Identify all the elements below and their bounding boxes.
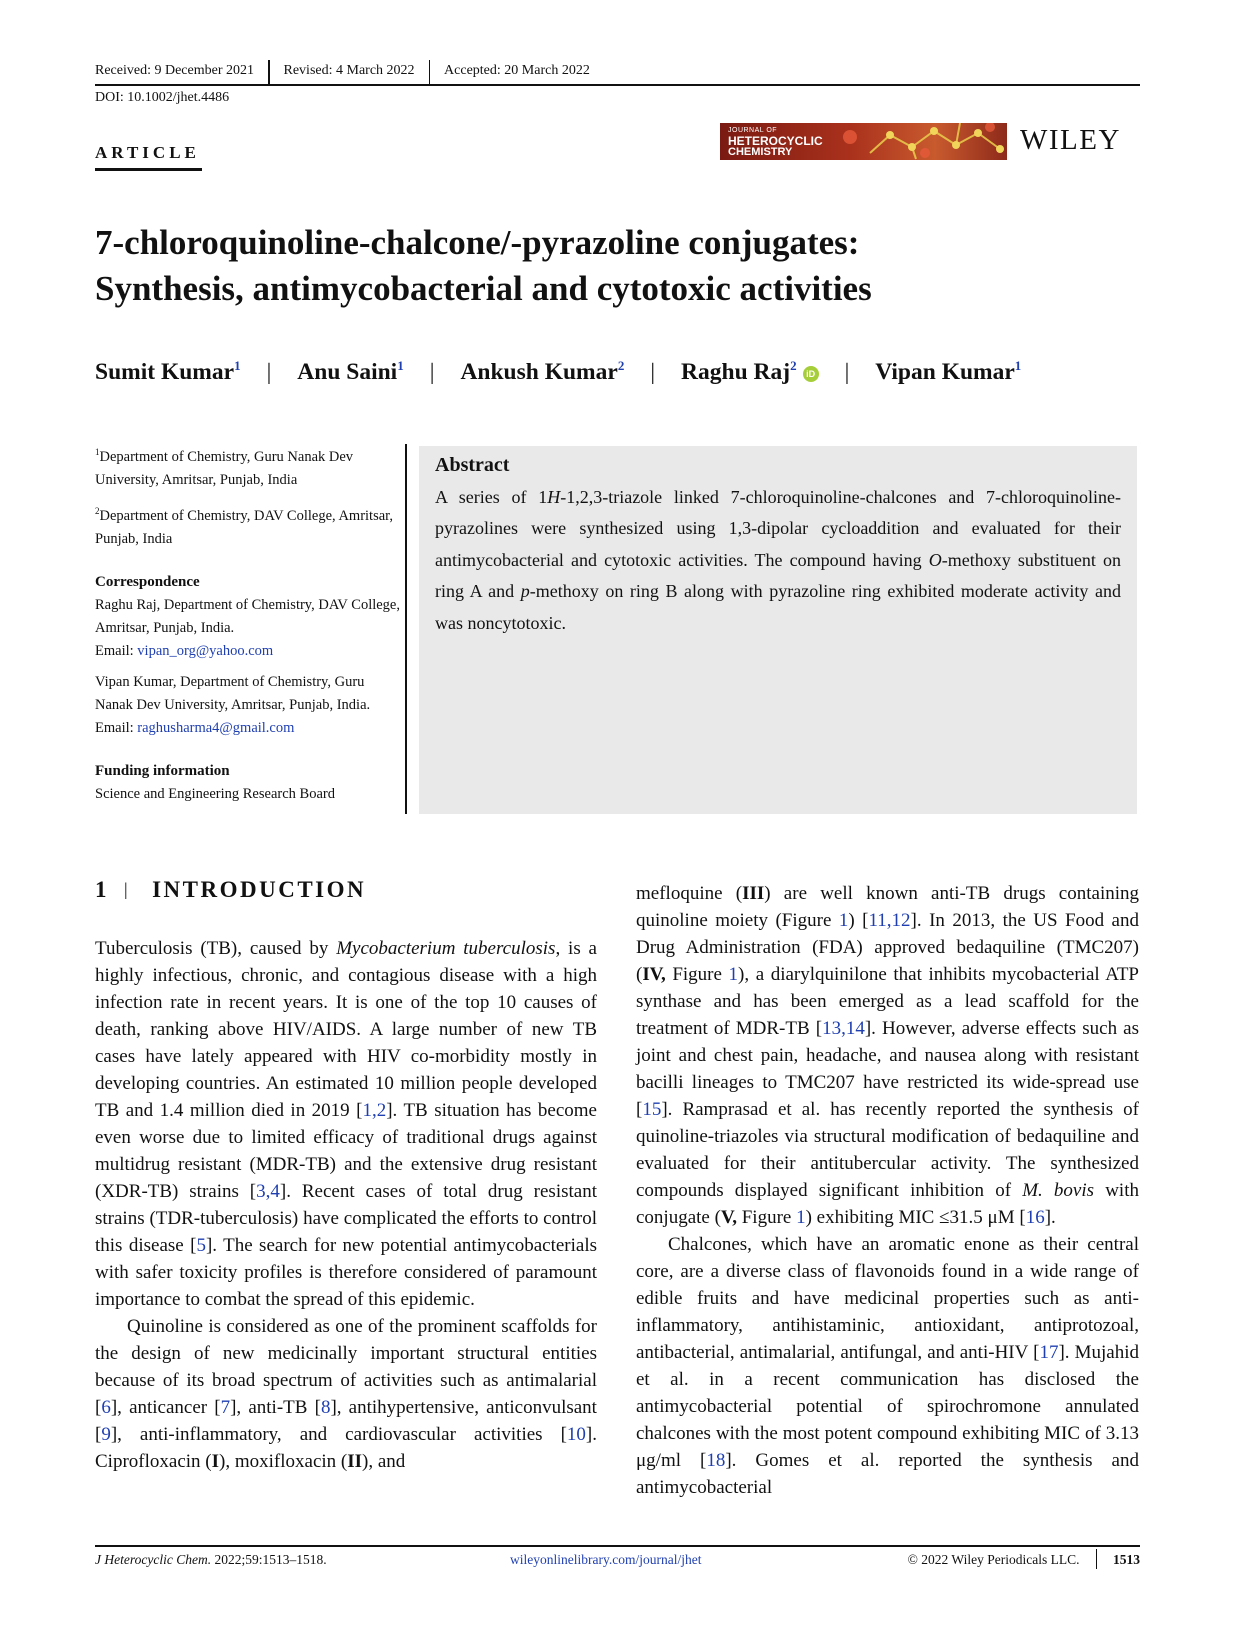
reference-link[interactable]: 8 bbox=[320, 1397, 331, 1418]
text-run: Chalcones, which have an aromatic enone as their central core, are a diverse class of flavonoids found in a wide range of edible fruits and have medicinal properties such as anti-inflammatory, antihistaminic, antioxidant, antiprotozoal, antibacterial, antimalarial, antifungal, and anti-HIV [ bbox=[636, 1234, 1139, 1363]
divider: | bbox=[266, 358, 272, 385]
bold-text: V, bbox=[720, 1207, 737, 1228]
text-run: ) are well known anti-TB drugs containing quinoline moiety (Figure bbox=[636, 883, 1139, 931]
reference-link[interactable]: 7 bbox=[220, 1397, 231, 1418]
author[interactable]: Ankush Kumar$^2$ bbox=[460, 358, 625, 385]
text-run: mefloquine ( bbox=[636, 883, 743, 904]
body-column-left bbox=[95, 935, 597, 1475]
author-list bbox=[95, 358, 1021, 386]
title-line-1: 7-chloroquinoline-chalcone/-pyrazoline conjugates: bbox=[95, 223, 860, 262]
footer-rule bbox=[95, 1545, 1140, 1547]
author[interactable]: Anu Saini$^1$ bbox=[297, 358, 404, 385]
sidebar-divider bbox=[405, 444, 407, 814]
body-column-right bbox=[636, 880, 1139, 1501]
funding-text: Science and Engineering Research Board bbox=[95, 785, 335, 802]
article-type-label: ARTICLE bbox=[95, 143, 200, 162]
publication-dates bbox=[95, 60, 1140, 86]
italic-text: M. bovis bbox=[1022, 1180, 1095, 1201]
correspondence-entry: Raghu Raj, Department of Chemistry, DAV College, Amritsar, Punjab, India. Email: vipan_org@yahoo.com bbox=[95, 596, 400, 659]
text-run: ], anticancer [ bbox=[110, 1397, 221, 1418]
email-link[interactable]: raghusharma4@gmail.com bbox=[137, 719, 295, 736]
text-run: with conjugate ( bbox=[636, 1180, 1139, 1228]
doi: DOI: 10.1002/jhet.4486 bbox=[95, 90, 230, 105]
paragraph bbox=[95, 935, 597, 1313]
text-run: ]. However, adverse effects such as joint and chest pain, headache, and nausea along with resistant bacilli lineages to TMC207 have restricted its wide-spread use [ bbox=[636, 1018, 1139, 1120]
text-run: Tuberculosis (TB), caused by bbox=[95, 938, 337, 959]
text-run: ) exhibiting MIC ≤31.5 μM [ bbox=[805, 1207, 1026, 1228]
abstract-text: A series of 1H-1,2,3-triazole linked 7-chloroquinoline-chalcones and 7-chloroquinoline-pyrazolines were synthesized using 1,3-dipolar cycloaddition and evaluated for their antimycobacterial and cytotoxic activities. The compound having O-methoxy substituent on ring A and p-methoxy on ring B along with pyrazoline ring exhibited moderate activity and was noncytotoxic. bbox=[435, 487, 1122, 633]
text-run: ], antihypertensive, anticonvulsant [ bbox=[95, 1397, 597, 1445]
author[interactable]: Vipan Kumar$^1$ bbox=[875, 358, 1022, 385]
bold-text: IV, bbox=[642, 964, 666, 985]
bold-text: I bbox=[211, 1451, 220, 1472]
reference-link[interactable]: 17 bbox=[1039, 1342, 1059, 1363]
text-run: ]. bbox=[1044, 1207, 1056, 1228]
reference-link[interactable]: 1 bbox=[728, 964, 739, 985]
affiliation: $^1$Department of Chemistry, Guru Nanak Dev University, Amritsar, Punjab, India bbox=[95, 447, 354, 488]
divider: | bbox=[650, 358, 656, 385]
journal-logo[interactable] bbox=[720, 123, 1007, 160]
abstract-box bbox=[419, 446, 1137, 814]
divider bbox=[1096, 1549, 1098, 1569]
abstract-heading: Abstract bbox=[435, 454, 510, 476]
text-run: ]. Ciprofloxacin ( bbox=[95, 1424, 597, 1472]
correspondence-entry: Vipan Kumar, Department of Chemistry, Guru Nanak Dev University, Amritsar, Punjab, India. Email: raghusharma4@gmail.com bbox=[95, 673, 371, 736]
text-run: ]. Recent cases of total drug resistant strains (TDR-tuberculosis) have complicated the efforts to control this disease [ bbox=[95, 1181, 597, 1256]
article-label-underline bbox=[95, 168, 202, 171]
reference-link[interactable]: 13,14 bbox=[822, 1018, 865, 1039]
received-date: Received: 9 December 2021 bbox=[95, 63, 254, 78]
bold-text: III bbox=[742, 883, 765, 904]
revised-date: Revised: 4 March 2022 bbox=[283, 63, 415, 78]
text-run: ) [ bbox=[848, 910, 869, 931]
section-heading: 1 | INTRODUCTION bbox=[95, 877, 367, 902]
reference-link[interactable]: 1 bbox=[796, 1207, 806, 1228]
text-run: Figure bbox=[665, 964, 729, 985]
text-run: ), and bbox=[362, 1451, 406, 1472]
article-title bbox=[95, 220, 1145, 312]
text-run: ]. Gomes et al. reported the synthesis and antimycobacterial bbox=[636, 1450, 1139, 1498]
reference-link[interactable]: 16 bbox=[1025, 1207, 1045, 1228]
journal-logo-line1: JOURNAL OF bbox=[728, 127, 778, 134]
reference-link[interactable]: 1 bbox=[838, 910, 849, 931]
paragraph bbox=[636, 1231, 1139, 1501]
text-run: ]. Ramprasad et al. has recently reported the synthesis of quinoline-triazoles via structural modification of bedaquiline and evaluated for their antitubercular activity. The synthesized compounds displayed significant inhibition of bbox=[636, 1099, 1139, 1201]
reference-link[interactable]: 1,2 bbox=[362, 1100, 387, 1121]
journal-logo-line3: CHEMISTRY bbox=[728, 146, 793, 158]
journal-logo-line2: HETEROCYCLIC bbox=[728, 134, 823, 148]
reference-link[interactable]: 5 bbox=[196, 1235, 206, 1256]
orcid-icon[interactable]: iD bbox=[803, 366, 819, 382]
text-run: ), a diarylquinilone that inhibits mycobacterial ATP synthase and has been emerged as a lead scaffold for the treatment of MDR-TB [ bbox=[636, 964, 1139, 1039]
text-run: ], anti-inflammatory, and cardiovascular activities [ bbox=[110, 1424, 567, 1445]
author[interactable]: Raghu Raj$^2$iD bbox=[681, 358, 819, 386]
funding-heading: Funding information bbox=[95, 762, 230, 779]
reference-link[interactable]: 15 bbox=[642, 1099, 662, 1120]
text-run: Quinoline is considered as one of the prominent scaffolds for the design of new medicinally important structural entities because of its broad spectrum of activities such as antimalarial [ bbox=[95, 1316, 597, 1418]
text-run: ), moxifloxacin ( bbox=[219, 1451, 348, 1472]
correspondence-heading: Correspondence bbox=[95, 573, 200, 590]
paragraph bbox=[95, 1313, 597, 1475]
reference-link[interactable]: 3,4 bbox=[256, 1181, 280, 1202]
italic-text: Mycobacterium tuberculosis bbox=[336, 938, 556, 959]
article-info-sidebar bbox=[95, 441, 400, 814]
copyright: © 2022 Wiley Periodicals LLC. bbox=[907, 1552, 1080, 1567]
reference-link[interactable]: 10 bbox=[566, 1424, 586, 1445]
reference-link[interactable]: 9 bbox=[101, 1424, 111, 1445]
title-line-2: Synthesis, antimycobacterial and cytotoxic activities bbox=[95, 269, 872, 308]
bold-text: II bbox=[347, 1451, 363, 1472]
journal-url-link[interactable]: wileyonlinelibrary.com/journal/jhet bbox=[510, 1552, 702, 1567]
page-number: 1513 bbox=[1113, 1552, 1140, 1567]
divider: | bbox=[844, 358, 850, 385]
publisher-logo[interactable]: WILEY bbox=[1020, 124, 1121, 156]
affiliation: $^2$Department of Chemistry, DAV College, Amritsar, Punjab, India bbox=[95, 505, 394, 547]
text-run: ]. Mujahid et al. in a recent communication has disclosed the antimycobacterial potential of spirochromone annulated chalcones with the most potent compound exhibiting MIC of 3.13 μg/ml [ bbox=[636, 1342, 1140, 1471]
divider: | bbox=[429, 358, 435, 385]
paragraph bbox=[636, 880, 1139, 1231]
email-link[interactable]: vipan_org@yahoo.com bbox=[137, 642, 274, 659]
reference-link[interactable]: 18 bbox=[706, 1450, 726, 1471]
reference-link[interactable]: 6 bbox=[101, 1397, 111, 1418]
journal-citation: J Heterocyclic Chem. 2022;59:1513–1518. bbox=[95, 1552, 327, 1567]
text-run: , is a highly infectious, chronic, and contagious disease with a high infection rate in recent years. It is one of the top 10 causes of death, ranking above HIV/AIDS. A large number of new TB cases have lately appeared with HIV co-morbidity mostly in developing countries. An estimated 10 million people developed TB and 1.4 million died in 2019 [ bbox=[95, 938, 597, 1121]
text-run: Figure bbox=[736, 1207, 797, 1228]
text-run: ]. In 2013, the US Food and Drug Administration (FDA) approved bedaquiline (TMC207) ( bbox=[636, 910, 1139, 985]
accepted-date: Accepted: 20 March 2022 bbox=[444, 63, 590, 78]
footer-right bbox=[908, 1552, 1140, 1572]
reference-link[interactable]: 11,12 bbox=[868, 910, 911, 931]
text-run: ]. TB situation has become even worse due to limited efficacy of traditional drugs against multidrug resistant (MDR-TB) and the extensive drug resistant (XDR-TB) strains [ bbox=[95, 1100, 597, 1202]
text-run: ], anti-TB [ bbox=[230, 1397, 321, 1418]
author[interactable]: Sumit Kumar$^1$ bbox=[95, 358, 241, 385]
text-run: ]. The search for new potential antimycobacterials with safer toxicity profiles is therefore considered of paramount importance to combat the spread of this epidemic. bbox=[95, 1235, 597, 1310]
